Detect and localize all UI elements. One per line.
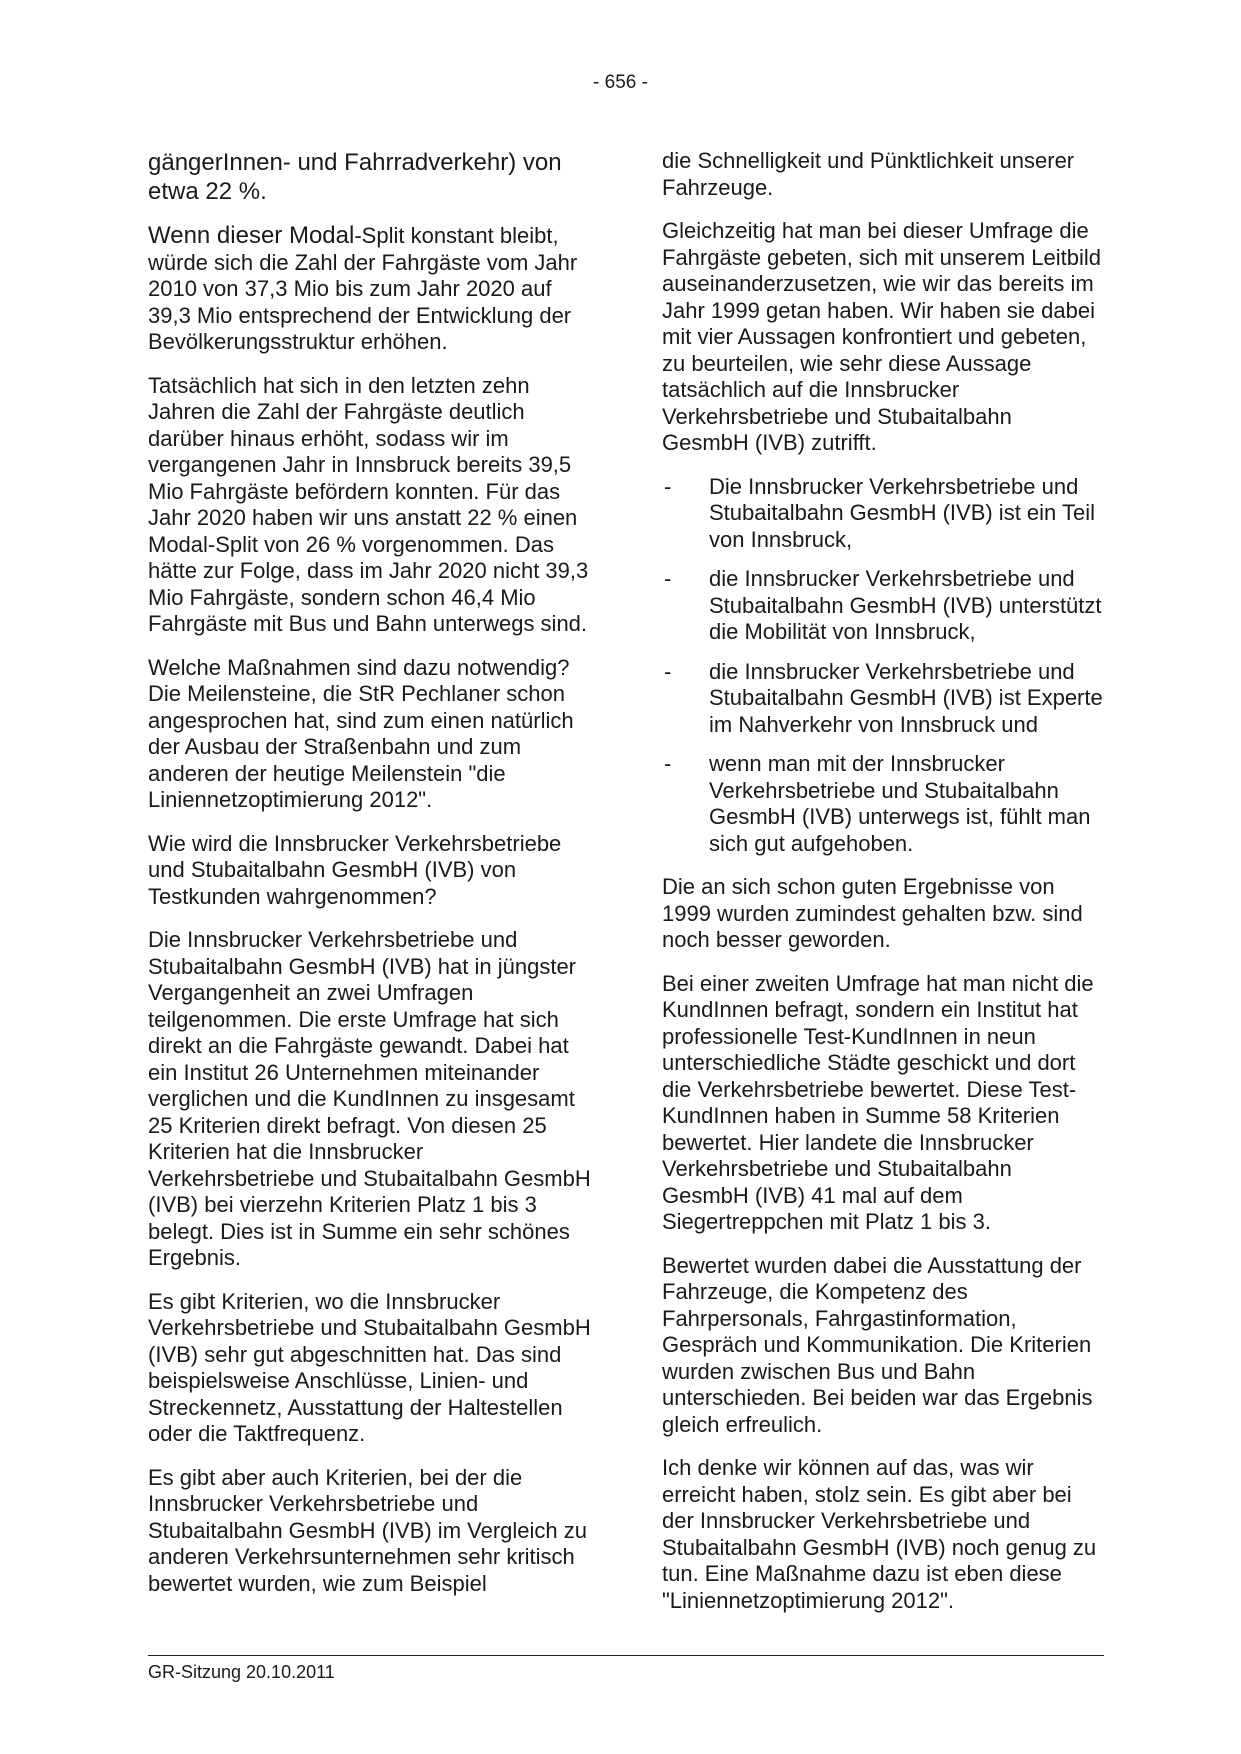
list-item-text: die Innsbrucker Verkehrsbetriebe und Stubaitalbahn GesmbH (IVB) unterstützt die Mobilität von Innsbruck,	[709, 566, 1102, 644]
paragraph: Welche Maßnahmen sind dazu notwendig? Die Meilensteine, die StR Pechlaner schon angesprochen hat, sind zum einen natürlich der Ausbau der Straßenbahn und zum anderen der heutige Meilenstein "die Liniennetzoptimierung 2012".	[148, 654, 574, 812]
left-column	[148, 148, 593, 1614]
paragraph	[148, 223, 593, 356]
paragraph: Es gibt Kriterien, wo die Innsbrucker Verkehrsbetriebe und Stubaitalbahn GesmbH (IVB) sehr gut abgeschnitten hat. Das sind beispielsweise Anschlüsse, Linien- und Streckennetz, Ausstattung der Haltestellen oder die Taktfrequenz.	[148, 1288, 591, 1446]
list-item-text: wenn man mit der Innsbrucker Verkehrsbetriebe und Stubaitalbahn GesmbH (IVB) unterwegs ist, fühlt man sich gut aufgehoben.	[709, 751, 1091, 856]
list-item	[662, 751, 1104, 857]
paragraph: die Schnelligkeit und Pünktlichkeit unserer Fahrzeuge.	[662, 148, 1075, 200]
paragraph: gängerInnen- und Fahrradverkehr) von etwa 22 %.	[148, 149, 562, 205]
right-column	[662, 148, 1104, 1631]
paragraph: Die Innsbrucker Verkehrsbetriebe und Stubaitalbahn GesmbH (IVB) hat in jüngster Vergangenheit an zwei Umfragen teilgenommen. Die erste Umfrage hat sich direkt an die Fahrgäste gewandt. Dabei hat ein Institut 26 Unternehmen miteinander verglichen und die KundInnen zu insgesamt 25 Kriterien direkt befragt. Von diesen 25 Kriterien hat die Innsbrucker Verkehrsbetriebe und Stubaitalbahn GesmbH (IVB) bei vierzehn Kriterien Platz 1 bis 3 belegt. Dies ist in Summe ein sehr schönes Ergebnis.	[148, 927, 591, 1270]
dash-marker: -	[664, 473, 672, 499]
list-item	[662, 566, 1104, 646]
statement-list	[662, 474, 1104, 858]
dash-marker: -	[664, 751, 672, 776]
list-item	[662, 474, 1104, 554]
paragraph-lead: Wenn dieser Modal	[148, 222, 355, 249]
paragraph: Bei einer zweiten Umfrage hat man nicht die KundInnen befragt, sondern ein Institut hat professionelle Test-KundInnen in neun unterschiedliche Städte geschickt und dort die Verkehrsbetriebe bewertet. Diese Test-KundInnen haben in Summe 58 Kriterien bewertet. Hier landete die Innsbrucker Verkehrsbetriebe und Stubaitalbahn GesmbH (IVB) 41 mal auf dem Siegertreppchen mit Platz 1 bis 3.	[662, 970, 1094, 1234]
list-item-text: die Innsbrucker Verkehrsbetriebe und Stubaitalbahn GesmbH (IVB) ist Experte im Nahverkehr von Innsbruck und	[709, 658, 1103, 737]
paragraph-rest: -Split konstant bleibt, würde sich die Zahl der Fahrgäste vom Jahr 2010 von 37,3 Mio bis zum Jahr 2020 auf 39,3 Mio entsprechend der Entwicklung der Bevölkerungsstruktur erhöhen.	[148, 223, 578, 354]
footer-divider	[148, 1655, 1104, 1656]
list-item	[662, 659, 1104, 739]
paragraph: Tatsächlich hat sich in den letzten zehn Jahren die Zahl der Fahrgäste deutlich darüber hinaus erhöht, sodass wir im vergangenen Jahr in Innsbruck bereits 39,5 Mio Fahrgäste befördern konnten. Für das Jahr 2020 haben wir uns anstatt 22 % einen Modal-Split von 26 % vorgenommen. Das hätte zur Folge, dass im Jahr 2020 nicht 39,3 Mio Fahrgäste, sondern schon 46,4 Mio Fahrgäste mit Bus und Bahn unterwegs sind.	[148, 372, 589, 636]
paragraph: Ich denke wir können auf das, was wir erreicht haben, stolz sein. Es gibt aber bei der Innsbrucker Verkehrsbetriebe und Stubaitalbahn GesmbH (IVB) noch genug zu tun. Eine Maßnahme dazu ist eben diese "Liniennetzoptimierung 2012".	[662, 1455, 1097, 1613]
paragraph: Es gibt aber auch Kriterien, bei der die Innsbrucker Verkehrsbetriebe und Stubaitalbahn GesmbH (IVB) im Vergleich zu anderen Verkehrsunternehmen sehr kritisch bewertet wurden, wie zum Beispiel	[148, 1464, 587, 1596]
paragraph: Bewertet wurden dabei die Ausstattung der Fahrzeuge, die Kompetenz des Fahrpersonals, Fahrgastinformation, Gespräch und Kommunikation. Die Kriterien wurden zwischen Bus und Bahn unterschieden. Bei beiden war das Ergebnis gleich erfreulich.	[662, 1252, 1093, 1437]
dash-marker: -	[664, 566, 672, 591]
paragraph: Die an sich schon guten Ergebnisse von 1999 wurden zumindest gehalten bzw. sind noch besser geworden.	[662, 874, 1083, 952]
paragraph: Wie wird die Innsbrucker Verkehrsbetriebe und Stubaitalbahn GesmbH (IVB) von Testkunden wahrgenommen?	[148, 830, 562, 909]
footer-session-date: GR-Sitzung 20.10.2011	[148, 1662, 335, 1682]
paragraph: Gleichzeitig hat man bei dieser Umfrage die Fahrgäste gebeten, sich mit unserem Leitbild auseinanderzusetzen, wie wir das bereits im Jahr 1999 getan haben. Wir haben sie dabei mit vier Aussagen konfrontiert und gebeten, zu beurteilen, wie sehr diese Aussage tatsächlich auf die Innsbrucker Verkehrsbetriebe und Stubaitalbahn GesmbH (IVB) zutrifft.	[662, 218, 1102, 455]
list-item-text: Die Innsbrucker Verkehrsbetriebe und Stubaitalbahn GesmbH (IVB) ist ein Teil von Innsbruck,	[709, 473, 1095, 552]
page-number: - 656 -	[593, 72, 648, 93]
dash-marker: -	[664, 658, 672, 684]
